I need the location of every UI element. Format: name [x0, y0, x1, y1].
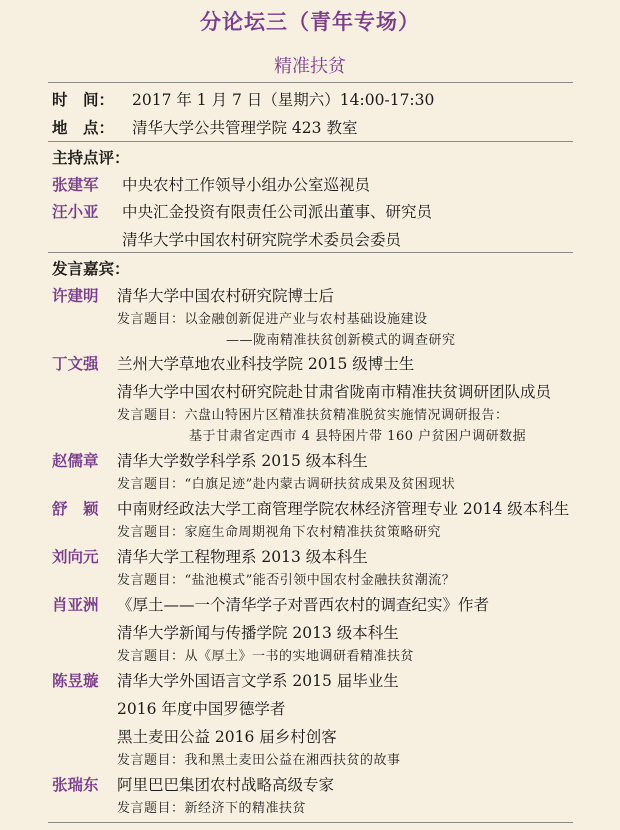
speaker-name: 丁文强 — [52, 355, 99, 373]
place-value: 清华大学公共管理学院 423 教室 — [132, 119, 358, 137]
speaker-affiliation: 清华大学数学科学系 2015 级本科生 — [117, 452, 368, 470]
speaker-name: 舒 颖 — [52, 500, 99, 518]
divider-bottom — [48, 822, 573, 823]
host-name: 汪小亚 — [52, 203, 99, 221]
speaker-affiliation: 黑土麦田公益 2016 届乡村创客 — [117, 728, 337, 746]
speaker-topic: ——陇南精准扶贫创新模式的调查研究 — [226, 333, 456, 348]
speaker-name: 刘向元 — [52, 548, 99, 566]
speaker-topic: 发言题目：“盐池模式”能否引领中国农村金融扶贫潮流？ — [117, 573, 456, 588]
page-title: 分论坛三（青年专场） — [200, 10, 420, 34]
speaker-affiliation: 中南财经政法大学工商管理学院农林经济管理专业 2014 级本科生 — [117, 500, 570, 518]
speakers-label: 发言嘉宾： — [52, 260, 130, 278]
time-label: 时 间： — [52, 91, 115, 109]
speaker-affiliation: 《厚土——一个清华学子对晋西农村的调查纪实》作者 — [117, 596, 490, 614]
speaker-name: 赵儒章 — [52, 452, 99, 470]
host-affiliation: 中央农村工作领导小组办公室巡视员 — [122, 176, 371, 194]
host-name: 张建军 — [52, 176, 99, 194]
speaker-topic: 发言题目：我和黑土麦田公益在湘西扶贫的故事 — [117, 753, 401, 768]
speaker-affiliation: 2016 年度中国罗德学者 — [117, 700, 286, 718]
divider-info — [48, 141, 573, 142]
host-affiliation: 中央汇金投资有限责任公司派出董事、研究员 — [122, 203, 433, 221]
speaker-topic: 发言题目：以金融创新促进产业与农村基础设施建设 — [117, 312, 428, 327]
speaker-topic: 发言题目：六盘山特困片区精准扶贫精准脱贫实施情况调研报告： — [117, 408, 509, 423]
divider-top — [48, 82, 573, 83]
speaker-affiliation: 清华大学新闻与传播学院 2013 级本科生 — [117, 624, 399, 642]
speaker-affiliation: 清华大学中国农村研究院赴甘肃省陇南市精准扶贫调研团队成员 — [117, 383, 552, 401]
divider-hosts — [48, 252, 573, 253]
place-label: 地 点： — [52, 119, 115, 137]
speaker-topic: 基于甘肃省定西市 4 县特困片带 160 户贫困户调研数据 — [189, 429, 527, 444]
speaker-name: 许建明 — [52, 287, 99, 305]
speaker-topic: 发言题目：家庭生命周期视角下农村精准扶贫策略研究 — [117, 525, 442, 540]
speaker-name: 肖亚洲 — [52, 596, 99, 614]
page-subtitle: 精准扶贫 — [274, 56, 346, 77]
speaker-affiliation: 清华大学工程物理系 2013 级本科生 — [117, 548, 368, 566]
speaker-topic: 发言题目：“白旗足迹”赴内蒙古调研扶贫成果及贫困现状 — [117, 477, 456, 492]
speaker-name: 张瑞东 — [52, 776, 99, 794]
speaker-affiliation: 清华大学中国农村研究院博士后 — [117, 287, 335, 305]
speaker-name: 陈昱璇 — [52, 672, 99, 690]
hosts-label: 主持点评： — [52, 149, 130, 167]
host-affiliation: 清华大学中国农村研究院学术委员会委员 — [122, 231, 402, 249]
speaker-topic: 发言题目：新经济下的精准扶贫 — [117, 801, 307, 816]
speaker-affiliation: 兰州大学草地农业科技学院 2015 级博士生 — [117, 355, 415, 373]
speaker-affiliation: 清华大学外国语言文学系 2015 届毕业生 — [117, 672, 399, 690]
time-value: 2017 年 1 月 7 日（星期六）14:00-17:30 — [132, 91, 435, 109]
speaker-affiliation: 阿里巴巴集团农村战略高级专家 — [117, 776, 335, 794]
speaker-topic: 发言题目：从《厚土》一书的实地调研看精准扶贫 — [117, 649, 415, 664]
